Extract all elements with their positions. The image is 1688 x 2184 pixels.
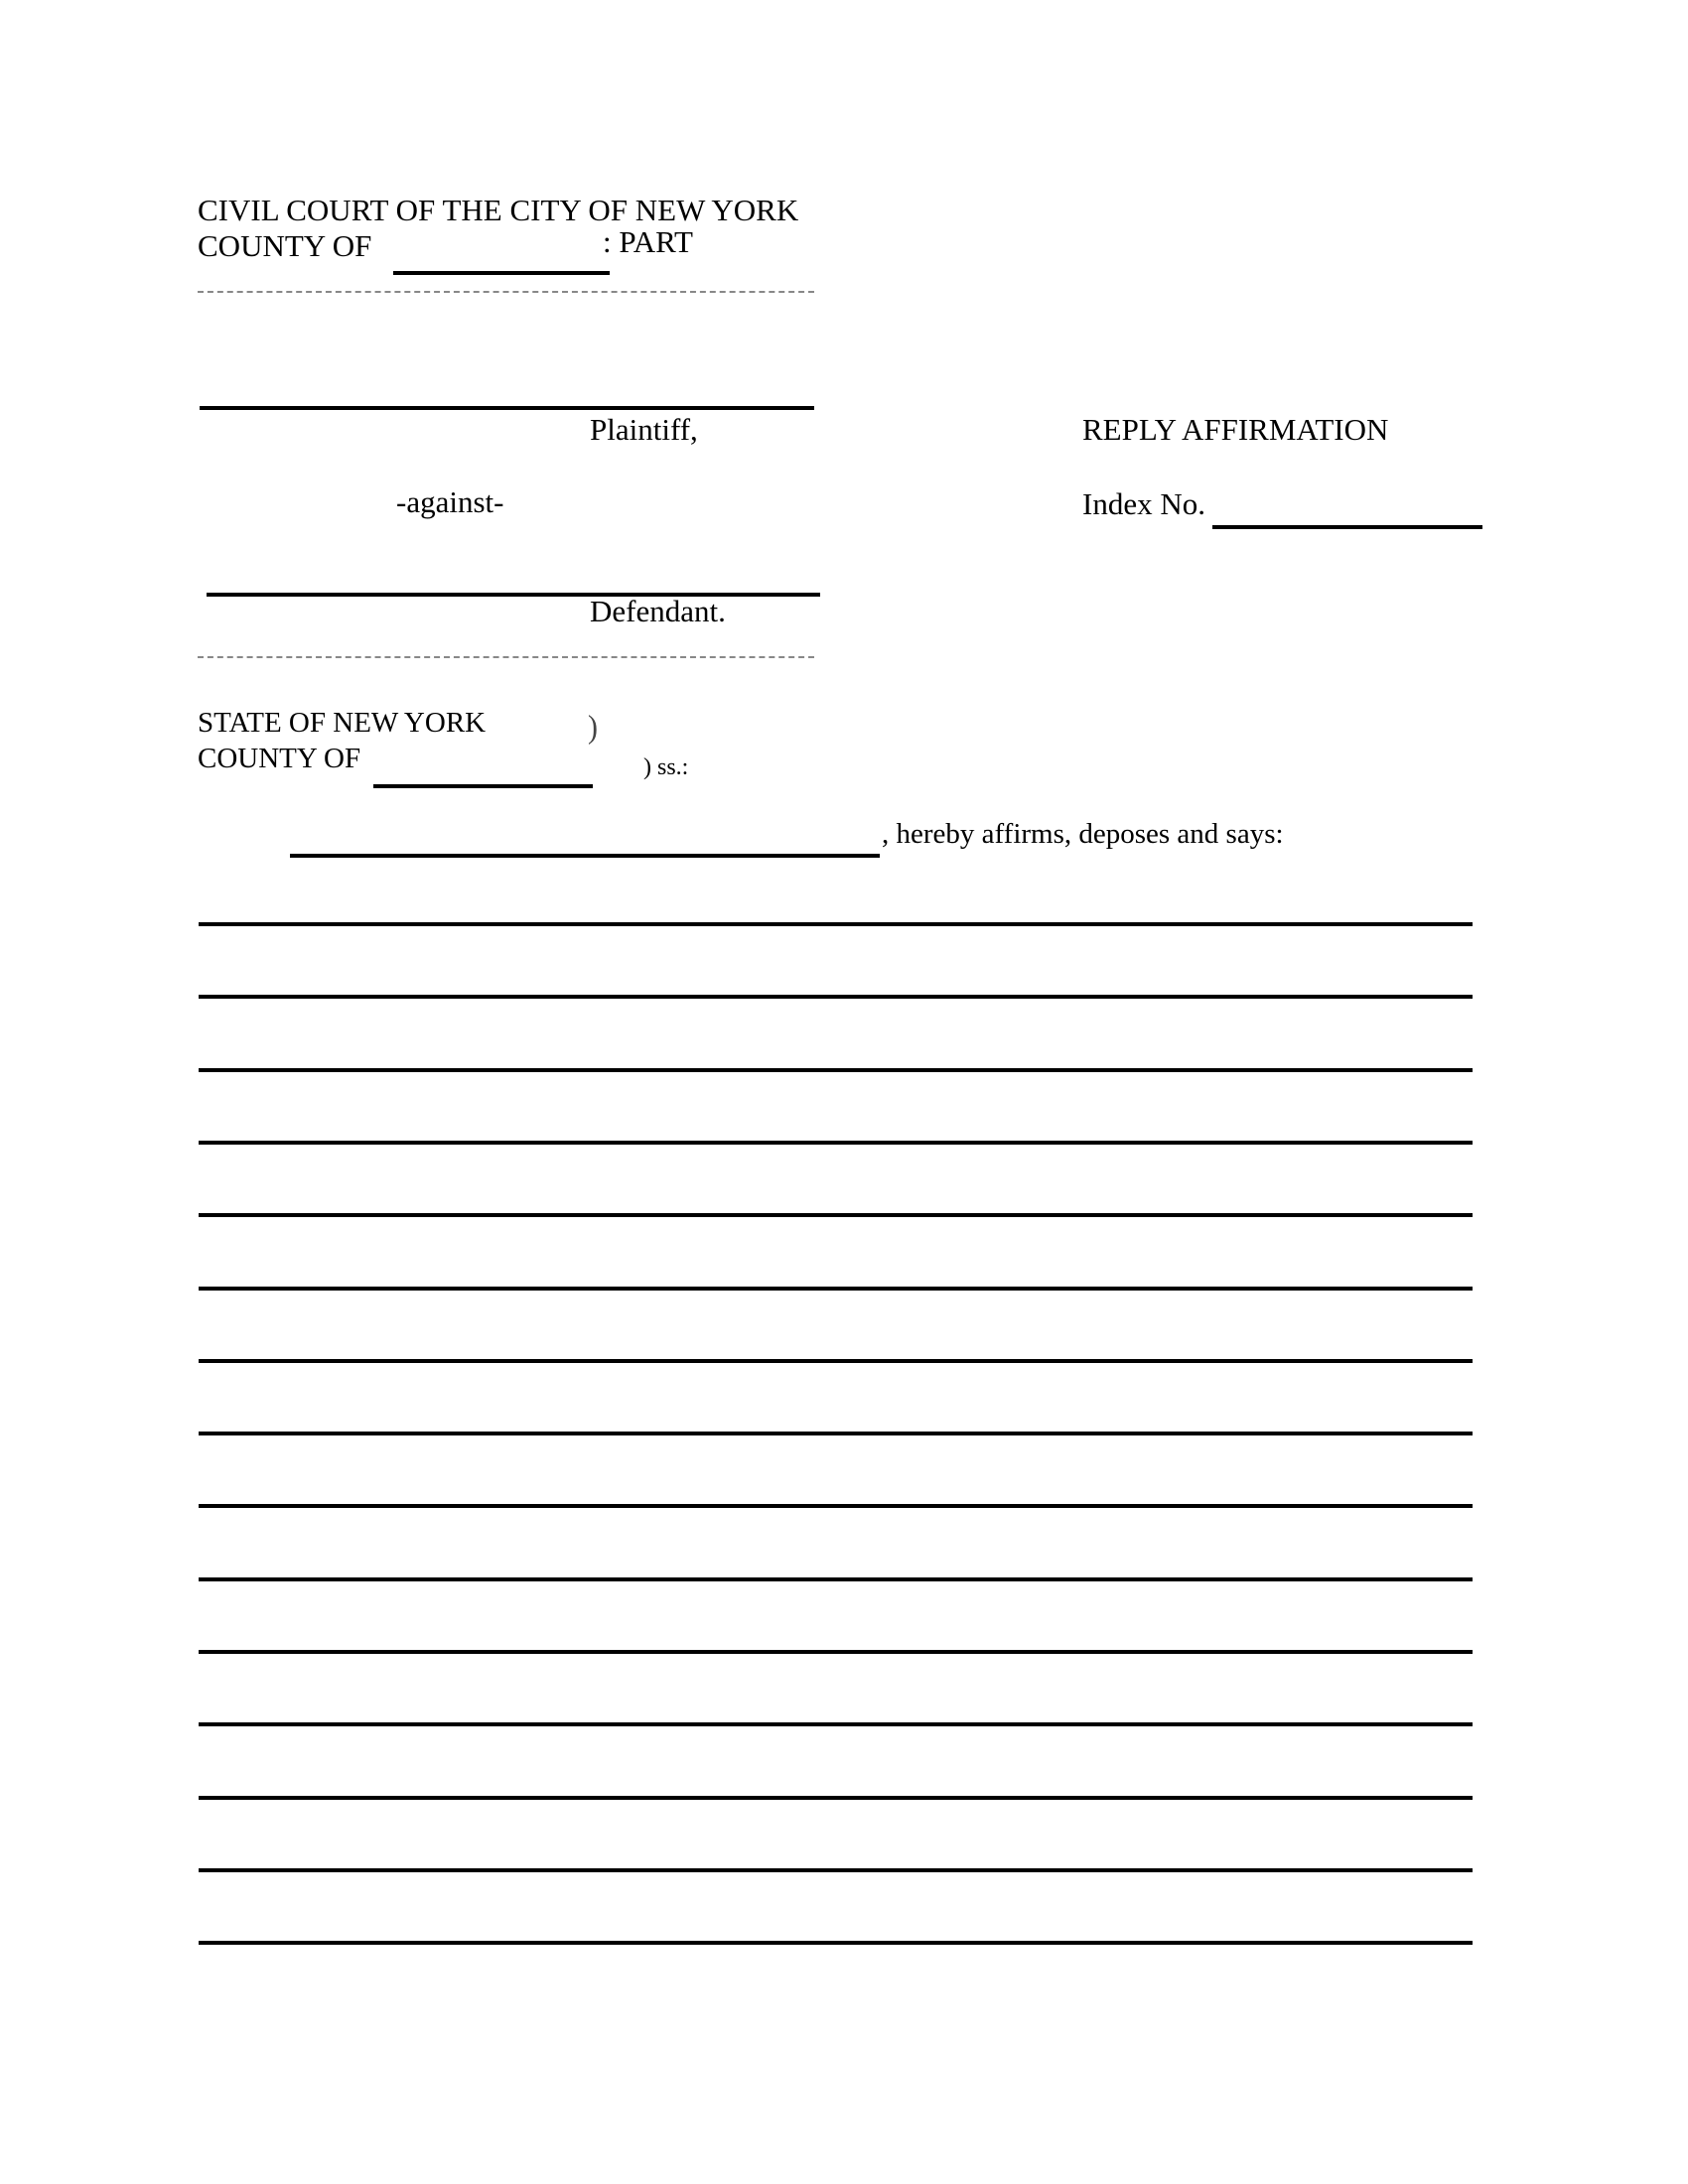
body-writing-line[interactable] <box>199 1868 1473 1872</box>
affiant-name-field[interactable] <box>290 854 880 858</box>
caption-divider-top <box>198 291 814 293</box>
court-name: CIVIL COURT OF THE CITY OF NEW YORK <box>198 193 799 227</box>
body-writing-line[interactable] <box>199 1722 1473 1726</box>
plaintiff-label: Plaintiff, <box>590 412 698 447</box>
body-writing-line[interactable] <box>199 995 1473 999</box>
county-label: COUNTY OF <box>198 228 372 263</box>
body-writing-line[interactable] <box>199 1432 1473 1435</box>
body-writing-line[interactable] <box>199 1941 1473 1945</box>
document-title: REPLY AFFIRMATION <box>1082 412 1389 447</box>
body-writing-line[interactable] <box>199 1141 1473 1145</box>
body-writing-line[interactable] <box>199 1796 1473 1800</box>
index-number-field[interactable] <box>1212 525 1482 529</box>
body-writing-line[interactable] <box>199 1504 1473 1508</box>
plaintiff-name-field[interactable] <box>200 406 814 410</box>
index-label: Index No. <box>1082 486 1205 521</box>
affirmation-text: , hereby affirms, deposes and says: <box>882 818 1284 850</box>
defendant-name-field[interactable] <box>207 593 820 597</box>
part-label: : PART <box>603 224 693 259</box>
body-writing-line[interactable] <box>199 1068 1473 1072</box>
body-writing-line[interactable] <box>199 922 1473 926</box>
defendant-label: Defendant. <box>590 594 726 628</box>
body-writing-line[interactable] <box>199 1359 1473 1363</box>
against-label: -against- <box>396 484 504 519</box>
body-writing-line[interactable] <box>199 1577 1473 1581</box>
body-writing-line[interactable] <box>199 1213 1473 1217</box>
caption-divider-bottom <box>198 656 814 658</box>
body-writing-line[interactable] <box>199 1287 1473 1291</box>
venue-county-field[interactable] <box>373 784 593 788</box>
state-label: STATE OF NEW YORK <box>198 707 487 739</box>
venue-county-label: COUNTY OF <box>198 743 361 774</box>
venue-paren: ) <box>588 709 598 746</box>
county-blank-field[interactable] <box>393 271 610 275</box>
ss-label: ) ss.: <box>643 754 689 780</box>
body-writing-line[interactable] <box>199 1650 1473 1654</box>
